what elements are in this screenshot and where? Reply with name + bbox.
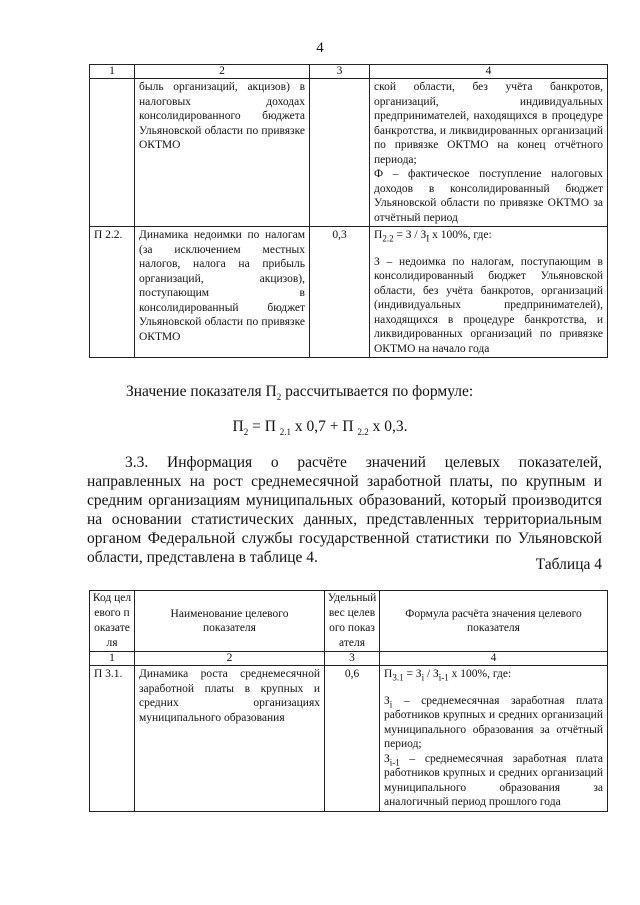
table-4 xyxy=(89,590,608,812)
col-num-2: 2 xyxy=(135,652,325,666)
formula-text: ской области, без учёта банкротов, организаций, индивидуальных предпринимателей, находящихся в процедуре банкротства, и ликвидированных организаций по привязке ОКТМО на конец отчётного периода; xyxy=(374,81,603,166)
formula-cell xyxy=(380,666,608,812)
formula-line: $П_2 = П$ $_{2.1}$ х 0,7 + П $_{2.2}$ х 0,3. xyxy=(232,418,408,438)
col-num-1: 1 xyxy=(90,65,135,79)
header-row xyxy=(90,591,608,652)
indicator-name: Динамика роста среднемесячной заработной платы в крупных и средних организациях муниципального образования xyxy=(135,666,325,812)
table-caption: Таблица 4 xyxy=(535,556,602,573)
col-num-3: 3 xyxy=(325,652,380,666)
formula-text: $З_{i-1}$ – среднемесячная заработная плата работников крупных и средних организаций муниципального образования за аналогичный период прошлого года xyxy=(384,752,603,808)
table-row xyxy=(90,666,608,812)
formula-expression: $П_{3.1} = З_i / З_{i-1}$ х 100%, где: xyxy=(384,668,512,683)
indicator-name: быль организаций, акцизов) в налоговых доходах консолидированного бюджета Ульяновской области по привязке ОКТМО xyxy=(135,79,310,227)
indicator-weight: 0,6 xyxy=(325,666,380,812)
indicator-name: Динамика недоимки по налогам (за исключением местных налогов, налога на прибыль организаций, акцизов), поступающим в консолидированный бюджет Ульяновской области по привязке ОКТМО xyxy=(135,227,310,358)
header-code: Код целевого показателя xyxy=(90,591,135,652)
formula-text: Ф – фактическое поступление налоговых доходов в консолидированный бюджет Ульяновской области по привязке ОКТМО за отчётный период xyxy=(374,168,603,224)
header-weight: Удельный вес целевого показателя xyxy=(325,591,380,652)
col-num-4: 4 xyxy=(380,652,608,666)
formula-cell xyxy=(370,79,608,227)
indicator-table-continued xyxy=(89,64,608,358)
col-num-2: 2 xyxy=(135,65,310,79)
header-formula: Формула расчёта значения целевого показателя xyxy=(380,591,608,652)
indicator-code: П 2.2. xyxy=(90,227,135,358)
paragraph: Значение показателя $П_2$ рассчитывается по формуле: xyxy=(126,383,474,403)
col-num-4: 4 xyxy=(370,65,608,79)
indicator-code: П 3.1. xyxy=(90,666,135,812)
table-row xyxy=(90,79,608,227)
formula-expression: $П_{2.2} = З / З_I$ х 100%, где: xyxy=(374,229,492,244)
formula-cell xyxy=(370,227,608,358)
formula-text: З – недоимка по налогам, поступающим в консолидированный бюджет Ульяновской области, без учёта банкротов, организаций (индивидуальных предпринимателей), находящихся в процедуре банкротства, и ликвидированных организаций по привязке ОКТМО на начало года xyxy=(374,255,603,355)
formula-text: $З_i$ – среднемесячная заработная плата работников крупных и средних организаций муниципального образования за отчётный период; xyxy=(384,694,603,750)
col-num-1: 1 xyxy=(90,652,135,666)
column-number-row xyxy=(90,65,608,79)
indicator-weight: 0,3 xyxy=(310,227,370,358)
table-row xyxy=(90,227,608,358)
header-name: Наименование целевого показателя xyxy=(135,591,325,652)
col-num-3: 3 xyxy=(310,65,370,79)
column-number-row xyxy=(90,652,608,666)
paragraph: 3.3. Информация о расчёте значений целевых показателей, направленных на рост среднемесячной заработной платы, по крупным и средним организациям муниципальных образований, который производится на основании статистических данных, представленных территориальным органом Федеральной службы государственной статистики по Ульяновской области, представлена в таблице 4. xyxy=(87,454,602,566)
page-number: 4 xyxy=(316,40,324,56)
